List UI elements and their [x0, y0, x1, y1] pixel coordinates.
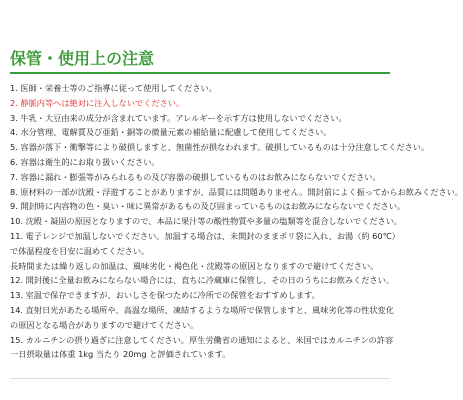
precaution-line: 10. 沈殿・凝固の原因となりますので、本品に果汁等の酸性物質や多量の塩類等を混合しないでください。: [10, 216, 403, 227]
precaution-line: 長時間または繰り返しの加温は、風味劣化・褐色化・沈殿等の原因となりますので避けてください。: [10, 260, 379, 271]
precaution-line: 15. カルニチンの摂り過ぎに注意してください。厚生労働省の通知によると、米国ではカルニチンの許容: [10, 334, 394, 345]
precaution-line: 3. 牛乳・大豆由来の成分が含まれています。アレルギーを示す方は使用しないでください。: [10, 112, 347, 123]
precaution-line: 7. 容器に漏れ・膨張等がみられるもの及び容器の破損しているものはお飲みにならないでください。: [10, 171, 381, 182]
precaution-line: の原因となる場合がありますので避けてください。: [10, 319, 199, 330]
bottom-divider: [10, 378, 390, 379]
title-underline: [10, 72, 390, 74]
page-title: 保管・使用上の注意: [10, 49, 155, 68]
precaution-line: 14. 直射日光があたる場所や、高温な場所、凍結するような場所で保管しますと、風味劣化等の性状変化: [10, 304, 394, 315]
precaution-line: 4. 水分管理、電解質及び亜鉛・銅等の微量元素の補給量に配慮して使用してください。: [10, 127, 332, 138]
precaution-line: 8. 原材料の一部が沈殿・浮遊することがありますが、品質には問題ありません。開封前によく振ってからお飲みください。: [10, 186, 463, 197]
warning-line: 2. 静脈内等へは絶対に注入しないでください。: [10, 97, 185, 108]
precaution-line: 11. 電子レンジで加温しないでください。加温する場合は、未開封のままポリ袋に入れ、お湯（約 60℃）: [10, 230, 400, 241]
precaution-line: 6. 容器は衛生的にお取り扱いください。: [10, 156, 160, 167]
precaution-line: 一日摂取量は体重 1kg 当たり 20mg と評価されています。: [10, 349, 231, 360]
precaution-line: 12. 開封後に全量お飲みにならない場合には、直ちに冷蔵庫に保管し、その日のうちにお飲みください。: [10, 275, 395, 286]
precaution-line: 9. 開封時に内容物の色・臭い・味に異常があるもの及び固まっているものはお飲みにならないでください。: [10, 201, 406, 212]
precaution-line: 5. 容器が落下・衝撃等により破損しますと、無菌性が損なわれます。破損しているものは十分注意してください。: [10, 142, 430, 153]
precaution-line: 13. 室温で保存できますが、おいしさを保つために冷所での保管をおすすめします。: [10, 290, 320, 301]
precaution-line: で体温程度を目安に温めてください。: [10, 245, 150, 256]
precautions-list: [10, 81, 463, 362]
precaution-line: 1. 医師・栄養士等のご指導に従って使用してください。: [10, 83, 217, 93]
